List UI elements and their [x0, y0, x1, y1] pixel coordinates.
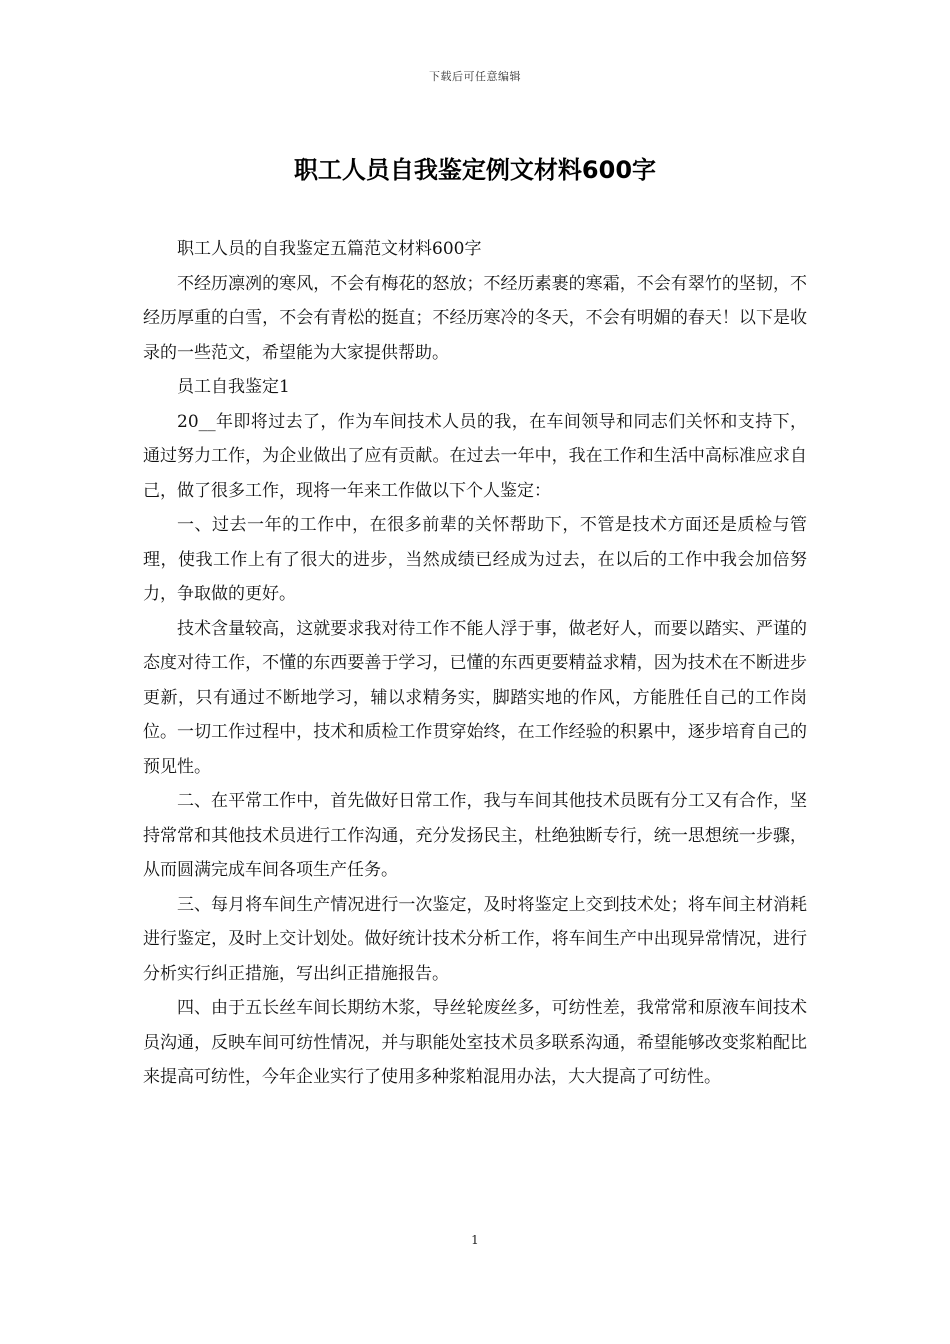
body-paragraph-section-heading: 员工自我鉴定1: [177, 377, 290, 397]
body-paragraph: 技术含量较高，这就要求我对待工作不能人浮于事，做老好人，而要以踏实、严谨的态度对待工作，不懂的东西要善于学习，已懂的东西更要精益求精，因为技术在不断进步更新，只有通过不断地学习，辅以求精务实，脚踏实地的作风，方能胜任自己的工作岗位。一切工作过程中，技术和质检工作贯穿始终，在工作经验的积累中，逐步培育自己的预见性。: [143, 618, 807, 777]
body-paragraph-subtitle: 职工人员的自我鉴定五篇范文材料600字: [177, 239, 482, 259]
body-paragraph: 三、每月将车间生产情况进行一次鉴定，及时将鉴定上交到技术处；将车间主材消耗进行鉴定，及时上交计划处。做好统计技术分析工作，将车间生产中出现异常情况，进行分析实行纠正措施，写出纠正措施报告。: [143, 894, 807, 984]
body-paragraph: 二、在平常工作中，首先做好日常工作，我与车间其他技术员既有分工又有合作，坚持常常和其他技术员进行工作沟通，充分发扬民主，杜绝独断专行，统一思想统一步骤，从而圆满完成车间各项生产任务。: [143, 791, 807, 880]
body-paragraph: 四、由于五长丝车间长期纺木浆，导丝轮废丝多，可纺性差，我常常和原液车间技术员沟通，反映车间可纺性情况，并与职能处室技术员多联系沟通，希望能够改变浆粕配比来提高可纺性，今年企业实行了使用多种浆粕混用办法，大大提高了可纺性。: [143, 998, 807, 1087]
document-body: [143, 232, 807, 1095]
page-header-note: 下载后可任意编辑: [429, 70, 521, 83]
body-paragraph: 一、过去一年的工作中，在很多前辈的关怀帮助下，不管是技术方面还是质检与管理，使我工作上有了很大的进步，当然成绩已经成为过去，在以后的工作中我会加倍努力，争取做的更好。: [143, 515, 807, 604]
body-paragraph: 20__年即将过去了，作为车间技术人员的我，在车间领导和同志们关怀和支持下，通过努力工作，为企业做出了应有贡献。在过去一年中，我在工作和生活中高标准应求自己，做了很多工作，现将一年来工作做以下个人鉴定：: [143, 411, 807, 501]
body-paragraph-intro: 不经历凛冽的寒风，不会有梅花的怒放；不经历素裹的寒霜，不会有翠竹的坚韧，不经历厚重的白雪，不会有青松的挺直；不经历寒冷的冬天，不会有明媚的春天！以下是收录的一些范文，希望能为大家提供帮助。: [143, 273, 807, 363]
page-number: 1: [471, 1233, 479, 1247]
document-title: 职工人员自我鉴定例文材料600字: [293, 156, 657, 184]
